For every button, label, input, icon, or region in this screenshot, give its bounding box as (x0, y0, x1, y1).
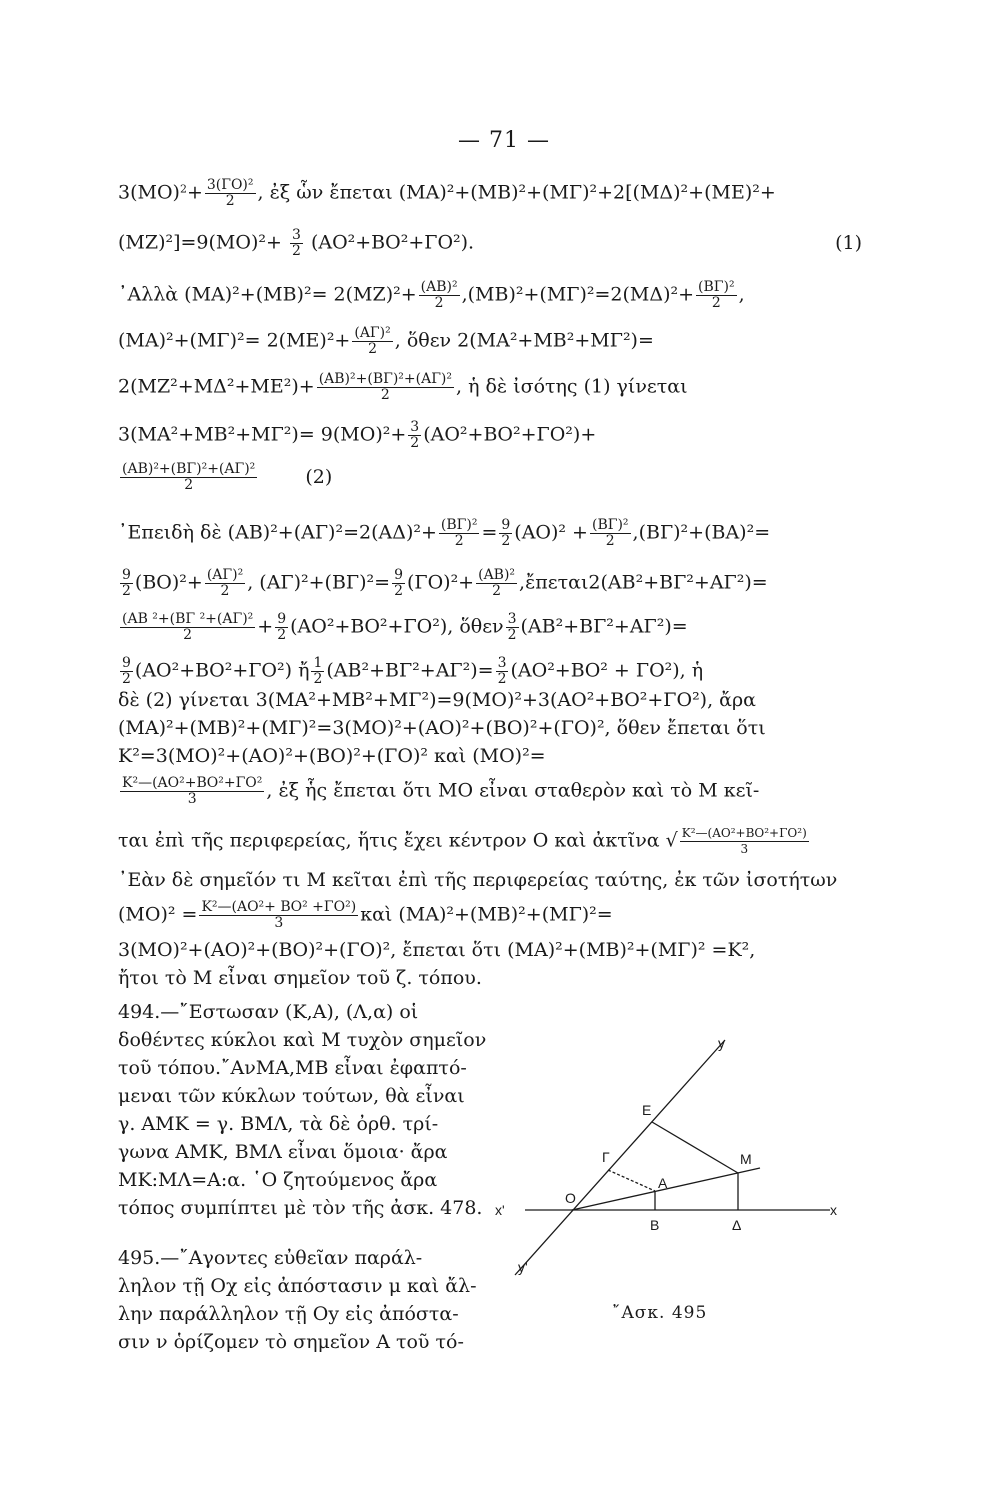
segment-ga (608, 1170, 655, 1191)
label-g: Γ (602, 1149, 610, 1165)
fraction: $\frac{\text{(ΑΓ)²}}{2}$ (354, 325, 391, 357)
fraction: $\frac{\text{(ΑΓ)²}}{2}$ (206, 567, 244, 599)
text-line-10: $\frac{\text{(ΑΒ ²+(ΒΓ ²+(ΑΓ)²}}{2}$ + $\frac{9}{2}$ (ΑΟ²+ΒΟ²+ΓΟ²), ὅθεν $\frac{3}{2}$ (ΑΒ²+ΒΓ²+ΑΓ²)= (122, 611, 688, 643)
y-axis-line (515, 1040, 725, 1275)
fraction: $\frac{3}{2}$ (497, 655, 507, 687)
problem-495-line: σιν ν ὁρίζομεν τὸ σημεῖον Α τοῦ τό- (118, 1331, 464, 1353)
fraction: $\frac{\text{(ΒΓ)²}}{2}$ (698, 279, 735, 311)
fraction: $\frac{9}{2}$ (394, 567, 403, 599)
problem-494-line: γ. ΑΜΚ = γ. ΒΜΛ, τὰ δὲ ὀρθ. τρί- (118, 1113, 439, 1135)
label-m: M (740, 1151, 752, 1167)
text-line-15: $\frac{\text{Κ²—(ΑΟ²+ΒΟ²+ΓΟ²}}{3}$ , ἐξ ἧς ἔπεται ὅτι ΜΟ εἶναι σταθερὸν καὶ τὸ Μ κεῖ- (122, 775, 760, 807)
text-line-9: $\frac{9}{2}$ (ΒΟ)²+ $\frac{\text{(ΑΓ)²}}{2}$ , (ΑΓ)²+(ΒΓ)²= $\frac{9}{2}$ (ΓΟ)²+ $\frac{\text{(ΑΒ)²}}{2}$ ,ἔπεται2(ΑΒ²+ΒΓ²+ΑΓ²)= (122, 567, 768, 599)
text-line-6: 3(ΜΑ²+ΜΒ²+ΜΓ²)= 9(ΜΟ)²+ $\frac{3}{2}$ (ΑΟ²+ΒΟ²+ΓΟ²)+ (118, 419, 597, 451)
text-line-17: ᾿Εὰν δὲ σημεῖόν τι Μ κεῖται ἐπὶ τῆς περιφερείας ταύτης, ἐκ τῶν ἰσοτήτων (118, 869, 838, 891)
problem-495-line: λην παράλληλον τῇ Οy εἰς ἀπόστα- (118, 1303, 459, 1325)
fraction: $\frac{9}{2}$ (277, 611, 287, 643)
fraction: $\frac{9}{2}$ (122, 655, 131, 687)
fraction: $\frac{9}{2}$ (122, 567, 131, 599)
figure-caption: ῎Ασκ. 495 (612, 1303, 708, 1323)
text-line-7 (118, 462, 332, 493)
label-a: A (658, 1175, 668, 1191)
text-line-14: Κ²=3(ΜΟ)²+(ΑΟ)²+(ΒΟ)²+(ΓΟ)² καὶ (ΜΟ)²= (118, 745, 546, 767)
text-line-19: 3(ΜΟ)²+(ΑΟ)²+(ΒΟ)²+(ΓΟ)², ἔπεται ὅτι (ΜΑ)²+(ΜΒ)²+(ΜΓ)² =Κ², (118, 939, 756, 961)
label-y: y (718, 1035, 725, 1051)
label-o: O (565, 1190, 576, 1206)
problem-494-line: 494.—῎Εστωσαν (Κ,Α), (Λ,α) οἱ (118, 1001, 419, 1023)
problem-494-line: γωνα ΑΜΚ, ΒΜΛ εἶναι ὅμοια· ἄρα (118, 1141, 448, 1163)
text-line-3: ᾿Αλλὰ (ΜΑ)²+(ΜΒ)²= 2(ΜΖ)²+ $\frac{\text{(ΑΒ)²}}{2}$ ,(ΜΒ)²+(ΜΓ)²=2(ΜΔ)²+ $\frac{\text{(ΒΓ)²}}{2}$ , (118, 279, 745, 311)
fraction: $\frac{\text{(ΑΒ)²}}{2}$ (420, 279, 458, 311)
fraction: $\frac{\text{(ΑΒ)²+(ΒΓ)²+(ΑΓ)²}}{2}$ (318, 371, 452, 403)
problem-494-line: μεναι τῶν κύκλων τούτων, θὰ εἶναι (118, 1085, 465, 1107)
text-line-12: δὲ (2) γίνεται 3(ΜΑ²+ΜΒ²+ΜΓ²)=9(ΜΟ)²+3(ΑΟ²+ΒΟ²+ΓΟ²), ἄρα (118, 689, 757, 711)
text-line-11: $\frac{9}{2}$ (ΑΟ²+ΒΟ²+ΓΟ²) ἤ $\frac{1}{2}$ (ΑΒ²+ΒΓ²+ΑΓ²)= $\frac{3}{2}$ (ΑΟ²+ΒΟ² + ΓΟ²), ἡ (122, 655, 704, 687)
segment-em (652, 1122, 738, 1173)
label-y-prime: y' (518, 1259, 528, 1275)
text-line-5: 2(ΜΖ²+ΜΔ²+ΜΕ²)+ $\frac{\text{(ΑΒ)²+(ΒΓ)²+(ΑΓ)²}}{2}$ , ἡ δὲ ἰσότης (1) γίνεται (118, 371, 688, 403)
label-e: E (642, 1102, 652, 1118)
fraction: $\frac{3}{2}$ (410, 419, 420, 451)
fraction: $\frac{\text{(ΑΒ)²+(ΒΓ)²+(ΑΓ)²}}{2}$ (122, 461, 256, 493)
equation-number-1: (1) (835, 232, 862, 254)
fraction: $\frac{\text{Κ²—(ΑΟ²+ΒΟ²+ΓΟ²}}{3}$ (122, 775, 263, 807)
text-line-18: (ΜΟ)² = $\frac{\text{Κ²—(ΑΟ²+ ΒΟ² +ΓΟ²)}}{3}$ καὶ (ΜΑ)²+(ΜΒ)²+(ΜΓ)²= (118, 899, 613, 931)
problem-495-line: 495.—῎Αγοντες εὐθεῖαν παράλ- (118, 1247, 423, 1269)
problem-494-line: ΜΚ:ΜΛ=Α:α. ῾Ο ζητούμενος ἄρα (118, 1169, 438, 1191)
geometry-figure (490, 1020, 860, 1340)
text-line-8: ᾿Επειδὴ δὲ (ΑΒ)²+(ΑΓ)²=2(ΑΔ)²+ $\frac{\text{(ΒΓ)²}}{2}$ = $\frac{9}{2}$ (ΑΟ)² + $\frac{\text{(ΒΓ)²}}{2}$ ,(ΒΓ)²+(ΒΑ)²= (118, 517, 771, 549)
fraction: $\frac{\text{Κ²—(ΑΟ²+ ΒΟ² +ΓΟ²)}}{3}$ (201, 899, 357, 931)
fraction: $\frac{\text{(ΑΒ ²+(ΒΓ ²+(ΑΓ)²}}{2}$ (122, 611, 254, 643)
label-x: x (830, 1202, 837, 1218)
label-d: Δ (732, 1217, 742, 1233)
fraction: $\frac{3}{2}$ (291, 227, 301, 259)
equation-number-2: (2) (305, 465, 333, 488)
label-b: B (650, 1217, 660, 1233)
fraction: $\frac{\text{(ΑΒ)²}}{2}$ (478, 567, 516, 599)
text-line-20: ἤτοι τὸ Μ εἶναι σημεῖον τοῦ ζ. τόπου. (118, 967, 482, 989)
fraction: $\frac{3}{2}$ (507, 611, 517, 643)
problem-495-line: ληλον τῇ Οχ εἰς ἀπόστασιν μ καὶ ἄλ- (118, 1275, 477, 1297)
fraction: $\frac{\text{(ΒΓ)²}}{2}$ (591, 517, 629, 549)
fraction: $\frac{1}{2}$ (313, 655, 323, 687)
text-line-2: (ΜΖ)²]=9(ΜΟ)²+ $\frac{3}{2}$ (ΑΟ²+ΒΟ²+ΓΟ²). (118, 227, 475, 259)
fraction: $\frac{\text{(ΒΓ)²}}{2}$ (440, 517, 478, 549)
problem-494-line: τόπος συμπίπτει μὲ τὸν τῆς ἀσκ. 478. (118, 1197, 483, 1219)
text-line-13: (ΜΑ)²+(ΜΒ)²+(ΜΓ)²=3(ΜΟ)²+(ΑΟ)²+(ΒΟ)²+(ΓΟ)², ὅθεν ἔπεται ὅτι (118, 717, 766, 739)
problem-494-line: τοῦ τόπου.῎ΑνΜΑ,ΜΒ εἶναι ἐφαπτό- (118, 1057, 467, 1079)
problem-494-line: δοθέντες κύκλοι καὶ Μ τυχὸν σημεῖον (118, 1029, 487, 1051)
text-line-16: ται ἐπὶ τῆς περιφερείας, ἥτις ἔχει κέντρον Ο καὶ ἀκτῖνα √ $\frac{\text{Κ²—(ΑΟ²+ΒΟ²+ΓΟ²)}}{3}$ (118, 826, 807, 856)
fraction: $\frac{\text{Κ²—(ΑΟ²+ΒΟ²+ΓΟ²)}}{3}$ (681, 826, 807, 856)
fraction: $\frac{\text{3(ΓΟ)²}}{2}$ (206, 177, 254, 209)
square-root-icon: √ (665, 829, 678, 852)
fraction: $\frac{9}{2}$ (501, 517, 511, 549)
text-line-4: (ΜΑ)²+(ΜΓ)²= 2(ΜΕ)²+ $\frac{\text{(ΑΓ)²}}{2}$ , ὅθεν 2(ΜΑ²+ΜΒ²+ΜΓ²)= (118, 325, 654, 357)
text-line-1: $3(MO)^2+$ $\frac{\text{3(ΓΟ)²}}{2}$ , ἐξ ὧν ἔπεται (ΜΑ)²+(ΜΒ)²+(ΜΓ)²+2[(ΜΔ)²+(ΜΕ)²+ (118, 177, 776, 209)
page-number: — 71 — (458, 128, 550, 153)
label-x-prime: x' (495, 1202, 505, 1218)
